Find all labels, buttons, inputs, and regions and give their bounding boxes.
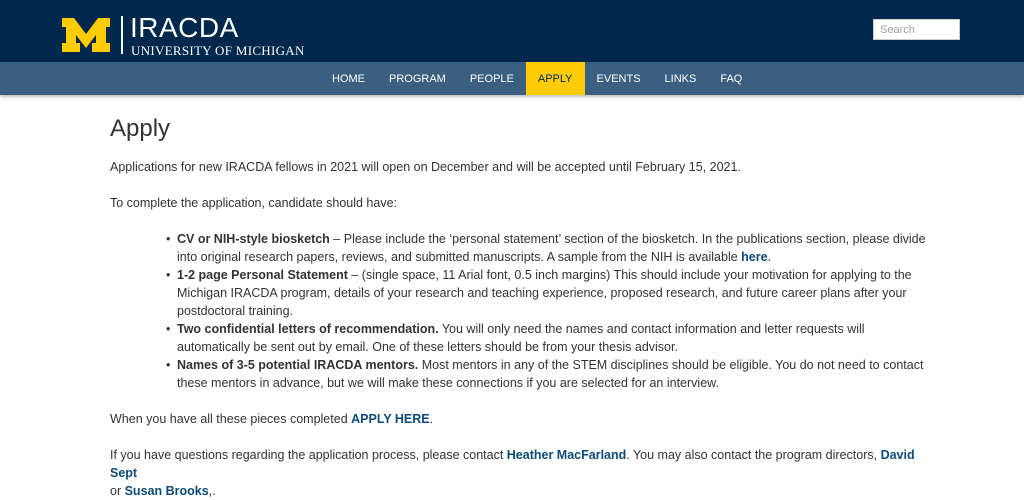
requirement-text: – Please include the ‘personal statement’ section of the biosketch. In the publications section, please divide into original research papers, reviews, and submitted manuscripts. A sample from the NIH is available — [177, 232, 926, 264]
main-nav — [0, 62, 1024, 95]
requirement-end: . — [767, 250, 772, 264]
contact-or: or — [110, 484, 125, 498]
apply-suffix: . — [429, 412, 434, 426]
contact-prefix: If you have questions regarding the application process, please contact — [110, 448, 507, 462]
apply-paragraph — [110, 410, 930, 428]
site-title[interactable]: IRACDA — [130, 12, 239, 43]
nih-sample-link[interactable]: here — [741, 250, 768, 264]
director-susan-link[interactable]: Susan Brooks — [124, 484, 209, 498]
nav-item-people[interactable]: PEOPLE — [469, 72, 514, 85]
logo-divider — [121, 16, 123, 54]
requirements-list — [166, 230, 926, 392]
nav-item-events[interactable]: EVENTS — [596, 72, 641, 85]
main-content — [110, 112, 930, 500]
apply-prefix: When you have all these pieces completed — [110, 412, 352, 426]
director-david-link[interactable]: David Sept — [110, 448, 915, 480]
requirement-text: You will only need the names and contact information and letter requests will automatically be sent out by email. One of these letters should be from your thesis advisor. — [177, 322, 865, 354]
site-header — [0, 0, 1024, 62]
nav-item-apply[interactable]: APPLY — [526, 62, 585, 95]
contact-paragraph — [110, 446, 930, 500]
list-item — [166, 320, 926, 356]
search-input[interactable] — [873, 19, 960, 40]
nav-item-faq[interactable]: FAQ — [720, 72, 743, 85]
requirements-lead: To complete the application, candidate should have: — [110, 196, 397, 210]
list-item — [166, 230, 926, 266]
requirement-text: Most mentors in any of the STEM disciplines should be eligible. You do not need to contact these mentors in advance, but we will make these connections if you are selected for an interview. — [177, 358, 924, 390]
contact-mid: . You may also contact the program directors, — [626, 448, 881, 462]
list-item — [166, 356, 926, 392]
nav-item-home[interactable]: HOME — [332, 72, 365, 85]
nav-item-links[interactable]: LINKS — [664, 72, 697, 85]
contact-heather-link[interactable]: Heather MacFarland — [506, 448, 627, 462]
intro-paragraph: Applications for new IRACDA fellows in 2021 will open on December and will be accepted until February 15, 2021. — [110, 160, 741, 174]
requirement-title: CV or NIH-style biosketch — [177, 232, 330, 246]
site-subtitle: UNIVERSITY OF MICHIGAN — [131, 43, 305, 58]
page-title: Apply — [110, 115, 171, 142]
list-item — [166, 266, 926, 320]
requirement-title: Names of 3-5 potential IRACDA mentors. — [177, 358, 419, 372]
nav-item-program[interactable]: PROGRAM — [389, 72, 446, 85]
requirement-title: 1-2 page Personal Statement — [177, 268, 348, 282]
contact-end: ,. — [208, 484, 216, 498]
requirement-text: – (single space, 11 Arial font, 0.5 inch margins) This should include your motivation for applying to the Michigan IRACDA program, details of your research and teaching experience, proposed research, and future career plans after your postdoctoral training. — [177, 268, 912, 318]
apply-here-link[interactable]: APPLY HERE — [351, 412, 430, 426]
nav-list — [320, 62, 754, 95]
requirement-title: Two confidential letters of recommendation. — [177, 322, 439, 336]
block-m-logo[interactable] — [60, 16, 112, 54]
